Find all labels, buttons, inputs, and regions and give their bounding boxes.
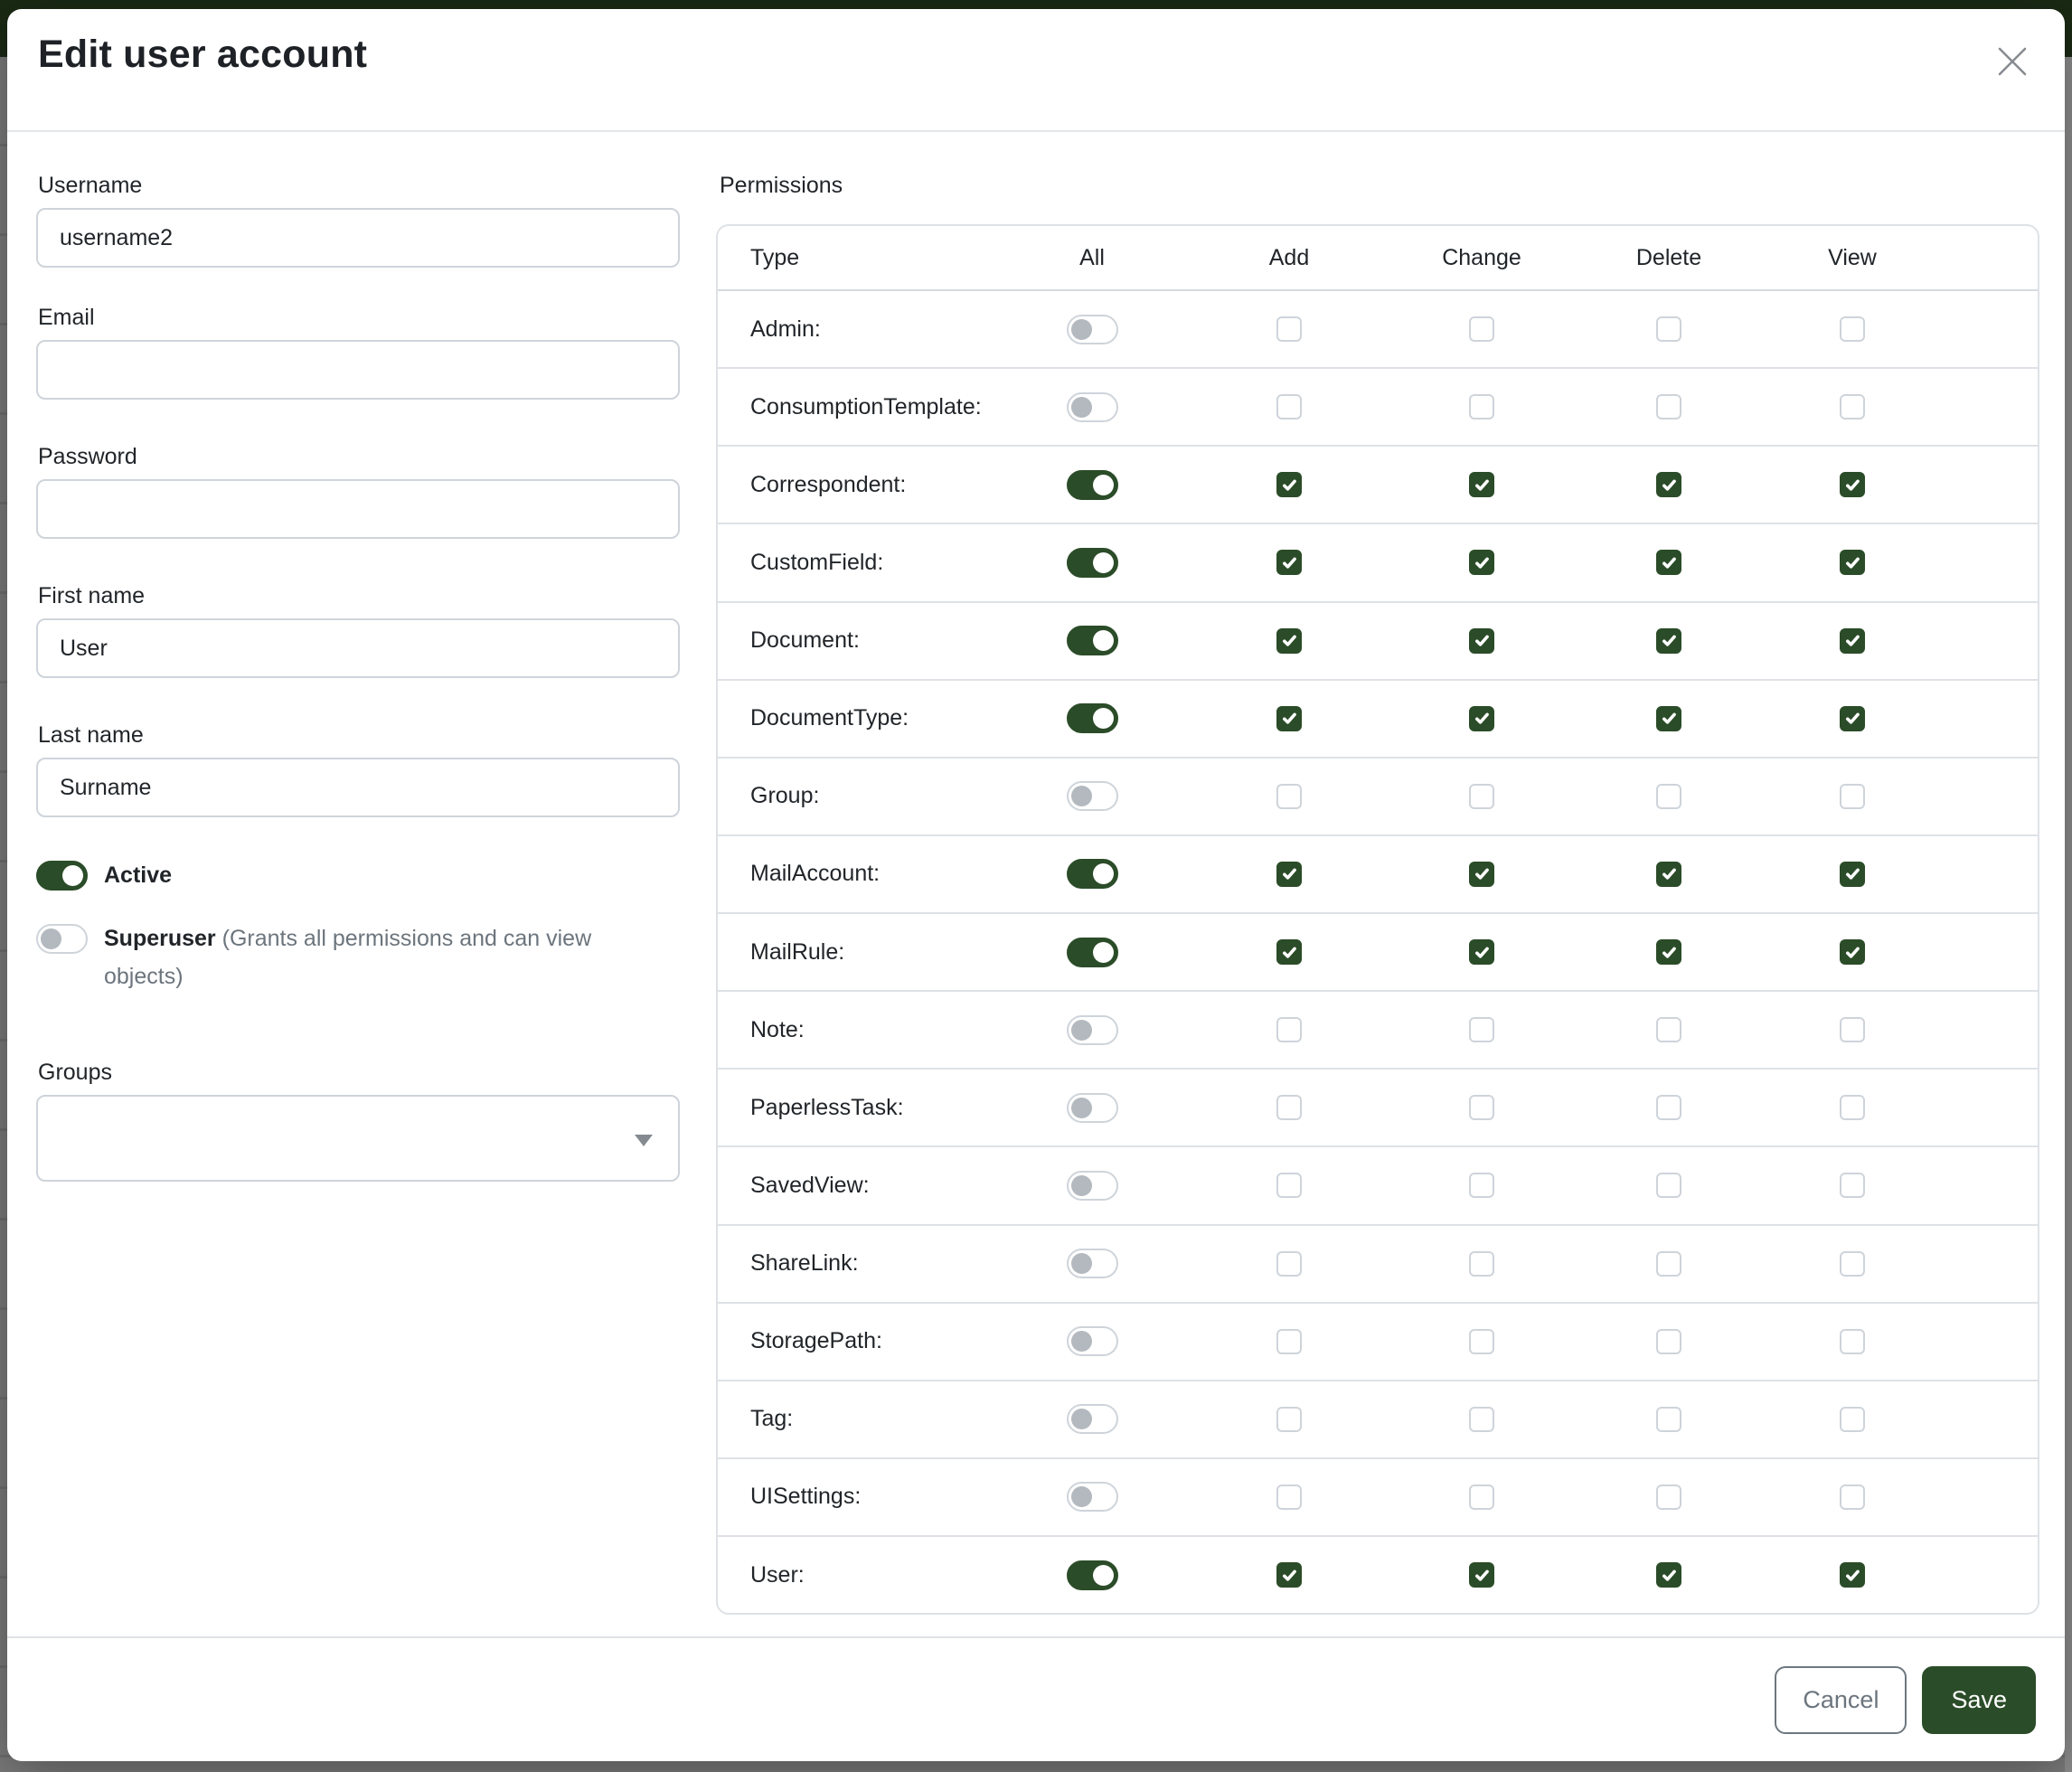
check-icon — [1661, 865, 1678, 882]
perm-change-checkbox[interactable] — [1469, 1095, 1494, 1120]
perm-change-checkbox[interactable] — [1469, 1251, 1494, 1277]
perm-add-checkbox[interactable] — [1276, 862, 1302, 887]
perm-delete-checkbox[interactable] — [1656, 1485, 1681, 1510]
check-icon — [1474, 554, 1491, 571]
perm-view-checkbox[interactable] — [1840, 706, 1865, 731]
perm-all-toggle[interactable] — [1067, 392, 1118, 422]
column-header-all: All — [1079, 244, 1105, 270]
perm-view-checkbox[interactable] — [1840, 1562, 1865, 1588]
perm-all-toggle[interactable] — [1067, 1093, 1118, 1123]
superuser-hint: (Grants all permissions and can view objects) — [104, 926, 592, 989]
column-header-view: View — [1828, 244, 1877, 270]
modal-title: Edit user account — [38, 33, 368, 76]
permissions-table — [716, 224, 2039, 1615]
last-name-input[interactable] — [36, 758, 680, 817]
permission-row — [718, 445, 2038, 523]
perm-view-checkbox[interactable] — [1840, 1251, 1865, 1277]
permission-row — [718, 757, 2038, 834]
permission-row — [718, 523, 2038, 600]
permission-type-label: Tag: — [750, 1406, 794, 1432]
check-icon — [1844, 1567, 1861, 1584]
toggle-knob — [1093, 552, 1114, 573]
permission-row — [718, 1457, 2038, 1535]
perm-change-checkbox[interactable] — [1469, 1017, 1494, 1042]
perm-delete-checkbox[interactable] — [1656, 1095, 1681, 1120]
perm-delete-checkbox[interactable] — [1656, 784, 1681, 809]
perm-change-checkbox[interactable] — [1469, 1485, 1494, 1510]
check-icon — [1474, 476, 1491, 494]
perm-view-checkbox[interactable] — [1840, 1485, 1865, 1510]
perm-delete-checkbox[interactable] — [1656, 706, 1681, 731]
perm-change-checkbox[interactable] — [1469, 784, 1494, 809]
permission-row — [718, 367, 2038, 445]
check-icon — [1281, 1567, 1298, 1584]
edit-user-modal — [7, 9, 2065, 1761]
perm-view-checkbox[interactable] — [1840, 1407, 1865, 1432]
perm-change-checkbox[interactable] — [1469, 1407, 1494, 1432]
close-icon — [1994, 43, 2030, 80]
column-header-type: Type — [750, 244, 800, 270]
perm-add-checkbox[interactable] — [1276, 939, 1302, 965]
check-icon — [1474, 710, 1491, 727]
check-icon — [1281, 865, 1298, 882]
permission-type-label: Admin: — [750, 316, 821, 342]
perm-view-checkbox[interactable] — [1840, 862, 1865, 887]
permission-row — [718, 990, 2038, 1068]
perm-add-checkbox[interactable] — [1276, 706, 1302, 731]
perm-delete-checkbox[interactable] — [1656, 1562, 1681, 1588]
column-header-add: Add — [1268, 244, 1310, 270]
last-name-label: Last name — [38, 722, 144, 748]
permission-row — [718, 291, 2038, 367]
permission-type-label: DocumentType: — [750, 705, 909, 731]
check-icon — [1281, 554, 1298, 571]
toggle-knob — [1071, 786, 1092, 806]
toggle-knob — [1093, 863, 1114, 884]
perm-add-checkbox[interactable] — [1276, 1562, 1302, 1588]
perm-add-checkbox[interactable] — [1276, 628, 1302, 654]
toggle-knob — [1071, 1098, 1092, 1118]
perm-change-checkbox[interactable] — [1469, 706, 1494, 731]
perm-change-checkbox[interactable] — [1469, 394, 1494, 419]
perm-change-checkbox[interactable] — [1469, 862, 1494, 887]
perm-view-checkbox[interactable] — [1840, 628, 1865, 654]
perm-all-toggle[interactable] — [1067, 1482, 1118, 1512]
perm-delete-checkbox[interactable] — [1656, 628, 1681, 654]
perm-view-checkbox[interactable] — [1840, 939, 1865, 965]
perm-change-checkbox[interactable] — [1469, 1173, 1494, 1198]
first-name-label: First name — [38, 583, 146, 608]
perm-add-checkbox[interactable] — [1276, 394, 1302, 419]
groups-label: Groups — [38, 1060, 112, 1085]
perm-add-checkbox[interactable] — [1276, 472, 1302, 497]
superuser-label: Superuser — [104, 926, 216, 951]
close-button[interactable] — [1985, 34, 2039, 89]
permission-type-label: MailRule: — [750, 938, 845, 965]
permission-type-label: Group: — [750, 783, 820, 809]
toggle-knob — [1071, 397, 1092, 418]
superuser-toggle[interactable] — [36, 924, 88, 954]
permission-row — [718, 834, 2038, 912]
column-header-delete: Delete — [1635, 244, 1702, 270]
perm-all-toggle[interactable] — [1067, 470, 1118, 500]
toggle-knob — [1071, 1486, 1092, 1507]
perm-delete-checkbox[interactable] — [1656, 939, 1681, 965]
perm-all-toggle[interactable] — [1067, 781, 1118, 811]
permission-type-label: UISettings: — [750, 1484, 862, 1510]
check-icon — [1844, 554, 1861, 571]
perm-delete-checkbox[interactable] — [1656, 1329, 1681, 1354]
toggle-knob — [1093, 942, 1114, 963]
permission-type-label: Document: — [750, 627, 860, 654]
permission-type-label: StoragePath: — [750, 1328, 882, 1354]
perm-all-toggle[interactable] — [1067, 315, 1118, 344]
perm-all-toggle[interactable] — [1067, 548, 1118, 578]
permission-type-label: SavedView: — [750, 1172, 870, 1198]
perm-view-checkbox[interactable] — [1840, 1173, 1865, 1198]
perm-add-checkbox[interactable] — [1276, 316, 1302, 342]
permission-row — [718, 1380, 2038, 1457]
perm-view-checkbox[interactable] — [1840, 1329, 1865, 1354]
check-icon — [1474, 632, 1491, 649]
permission-row — [718, 679, 2038, 757]
perm-view-checkbox[interactable] — [1840, 394, 1865, 419]
perm-add-checkbox[interactable] — [1276, 1251, 1302, 1277]
perm-view-checkbox[interactable] — [1840, 472, 1865, 497]
perm-delete-checkbox[interactable] — [1656, 1407, 1681, 1432]
perm-delete-checkbox[interactable] — [1656, 316, 1681, 342]
perm-change-checkbox[interactable] — [1469, 939, 1494, 965]
permission-row — [718, 1145, 2038, 1223]
groups-select[interactable] — [36, 1095, 680, 1182]
perm-delete-checkbox[interactable] — [1656, 862, 1681, 887]
toggle-knob — [1071, 319, 1092, 340]
user-form — [36, 132, 680, 1182]
perm-view-checkbox[interactable] — [1840, 784, 1865, 809]
perm-all-toggle[interactable] — [1067, 1404, 1118, 1434]
active-toggle[interactable] — [36, 861, 88, 891]
check-icon — [1844, 632, 1861, 649]
check-icon — [1474, 1567, 1491, 1584]
perm-delete-checkbox[interactable] — [1656, 472, 1681, 497]
perm-add-checkbox[interactable] — [1276, 1017, 1302, 1042]
permission-type-label: User: — [750, 1561, 805, 1588]
username-label: Username — [38, 173, 143, 198]
perm-add-checkbox[interactable] — [1276, 1173, 1302, 1198]
perm-change-checkbox[interactable] — [1469, 1562, 1494, 1588]
permission-type-label: ShareLink: — [750, 1250, 859, 1277]
cancel-button[interactable]: Cancel — [1775, 1666, 1907, 1734]
modal-footer — [7, 1636, 2065, 1761]
toggle-knob — [1093, 1565, 1114, 1586]
perm-add-checkbox[interactable] — [1276, 1329, 1302, 1354]
check-icon — [1844, 865, 1861, 882]
perm-add-checkbox[interactable] — [1276, 1485, 1302, 1510]
chevron-down-icon — [635, 1135, 653, 1146]
perm-delete-checkbox[interactable] — [1656, 550, 1681, 575]
perm-all-toggle[interactable] — [1067, 859, 1118, 889]
perm-add-checkbox[interactable] — [1276, 550, 1302, 575]
superuser-text — [104, 919, 646, 995]
column-header-change: Change — [1442, 244, 1521, 270]
permission-row — [718, 1224, 2038, 1302]
perm-all-toggle[interactable] — [1067, 1326, 1118, 1356]
toggle-knob — [1093, 475, 1114, 495]
perm-view-checkbox[interactable] — [1840, 316, 1865, 342]
check-icon — [1661, 1567, 1678, 1584]
toggle-knob — [1093, 630, 1114, 651]
perm-view-checkbox[interactable] — [1840, 1095, 1865, 1120]
permission-type-label: Correspondent: — [750, 471, 907, 497]
perm-add-checkbox[interactable] — [1276, 1095, 1302, 1120]
permission-row — [718, 601, 2038, 679]
perm-view-checkbox[interactable] — [1840, 550, 1865, 575]
check-icon — [1661, 944, 1678, 961]
check-icon — [1844, 944, 1861, 961]
perm-change-checkbox[interactable] — [1469, 628, 1494, 654]
toggle-knob — [1071, 1331, 1092, 1352]
permissions-table-header — [718, 226, 2038, 291]
perm-add-checkbox[interactable] — [1276, 784, 1302, 809]
email-field[interactable] — [36, 340, 680, 400]
password-field[interactable] — [36, 479, 680, 539]
check-icon — [1844, 710, 1861, 727]
toggle-knob — [1071, 1253, 1092, 1274]
check-icon — [1281, 710, 1298, 727]
page-scrollbar[interactable] — [2065, 57, 2072, 1772]
first-name-input[interactable] — [36, 618, 680, 678]
perm-delete-checkbox[interactable] — [1656, 394, 1681, 419]
check-icon — [1661, 554, 1678, 571]
check-icon — [1281, 476, 1298, 494]
check-icon — [1844, 476, 1861, 494]
check-icon — [1474, 865, 1491, 882]
permission-type-label: CustomField: — [750, 549, 884, 575]
permission-type-label: MailAccount: — [750, 861, 881, 887]
perm-all-toggle[interactable] — [1067, 626, 1118, 655]
perm-delete-checkbox[interactable] — [1656, 1173, 1681, 1198]
permissions-section — [716, 132, 2039, 1615]
perm-all-toggle[interactable] — [1067, 703, 1118, 733]
permissions-rows — [718, 291, 2038, 1613]
check-icon — [1281, 944, 1298, 961]
permission-type-label: PaperlessTask: — [750, 1094, 904, 1120]
toggle-knob — [1071, 1175, 1092, 1196]
permission-row — [718, 1068, 2038, 1145]
check-icon — [1281, 632, 1298, 649]
permission-type-label: ConsumptionTemplate: — [750, 393, 982, 419]
toggle-knob — [1071, 1409, 1092, 1429]
permission-type-label: Note: — [750, 1016, 805, 1042]
permission-row — [718, 912, 2038, 990]
perm-delete-checkbox[interactable] — [1656, 1017, 1681, 1042]
perm-all-toggle[interactable] — [1067, 1560, 1118, 1590]
perm-all-toggle[interactable] — [1067, 1015, 1118, 1045]
check-icon — [1661, 476, 1678, 494]
check-icon — [1661, 632, 1678, 649]
permission-row — [718, 1302, 2038, 1380]
perm-change-checkbox[interactable] — [1469, 550, 1494, 575]
perm-add-checkbox[interactable] — [1276, 1407, 1302, 1432]
active-label: Active — [104, 862, 173, 888]
perm-all-toggle[interactable] — [1067, 1171, 1118, 1201]
toggle-knob — [1093, 708, 1114, 729]
toggle-knob — [62, 865, 83, 886]
check-icon — [1661, 710, 1678, 727]
perm-all-toggle[interactable] — [1067, 1249, 1118, 1278]
check-icon — [1474, 944, 1491, 961]
permissions-label: Permissions — [720, 173, 843, 198]
perm-change-checkbox[interactable] — [1469, 1329, 1494, 1354]
perm-change-checkbox[interactable] — [1469, 472, 1494, 497]
modal-header — [7, 9, 2065, 132]
password-label: Password — [38, 444, 137, 469]
toggle-knob — [1071, 1020, 1092, 1041]
active-row — [36, 857, 680, 893]
perm-all-toggle[interactable] — [1067, 938, 1118, 967]
perm-delete-checkbox[interactable] — [1656, 1251, 1681, 1277]
email-label: Email — [38, 305, 95, 330]
perm-view-checkbox[interactable] — [1840, 1017, 1865, 1042]
perm-change-checkbox[interactable] — [1469, 316, 1494, 342]
superuser-row — [36, 924, 680, 995]
username-input[interactable] — [36, 208, 680, 268]
toggle-knob — [41, 928, 61, 949]
save-button[interactable]: Save — [1922, 1666, 2036, 1734]
permission-row — [718, 1535, 2038, 1613]
